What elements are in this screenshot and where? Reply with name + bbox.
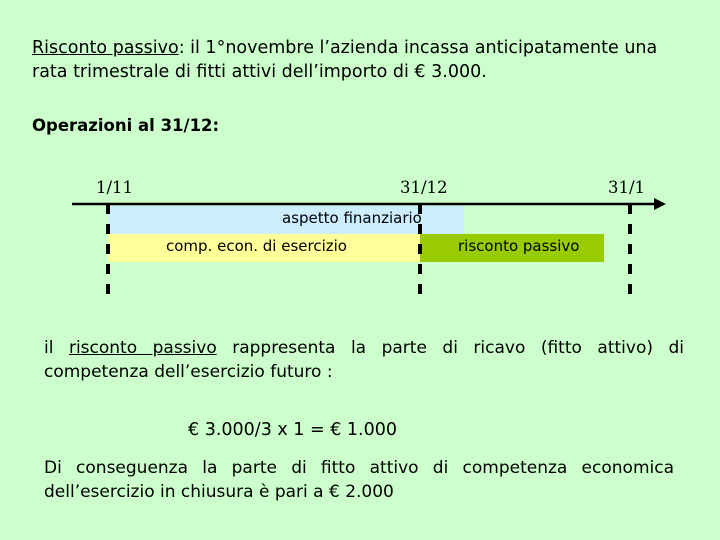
competence-label: comp. econ. di esercizio — [166, 237, 347, 255]
date-start: 1/11 — [96, 178, 134, 197]
explanation-prefix: il — [44, 338, 69, 358]
intro-text: : il 1°novembre l’azienda incassa anticipatamente una rata trimestrale di fitti attivi dell’importo di € 3.000. — [32, 38, 658, 82]
explanation-term: risconto passivo — [68, 338, 217, 358]
date-end: 31/1 — [608, 178, 646, 197]
deferral-label: risconto passivo — [458, 237, 580, 255]
operations-heading: Operazioni al 31/12: — [32, 116, 220, 135]
timeline-arrowhead — [654, 198, 666, 210]
conclusion-paragraph: Di conseguenza la parte di fitto attivo di competenza economica dell’esercizio in chiusura è pari a € 2.000 — [44, 458, 674, 502]
formula: € 3.000/3 x 1 = € 1.000 — [188, 420, 398, 440]
explanation-text: rappresenta la parte di ricavo (fitto attivo) di competenza dell’esercizio futuro : — [44, 338, 684, 382]
date-mid: 31/12 — [400, 178, 448, 197]
financial-label: aspetto finanziario — [282, 209, 422, 227]
intro-term: Risconto passivo — [32, 38, 179, 58]
explanation-paragraph — [44, 336, 684, 384]
